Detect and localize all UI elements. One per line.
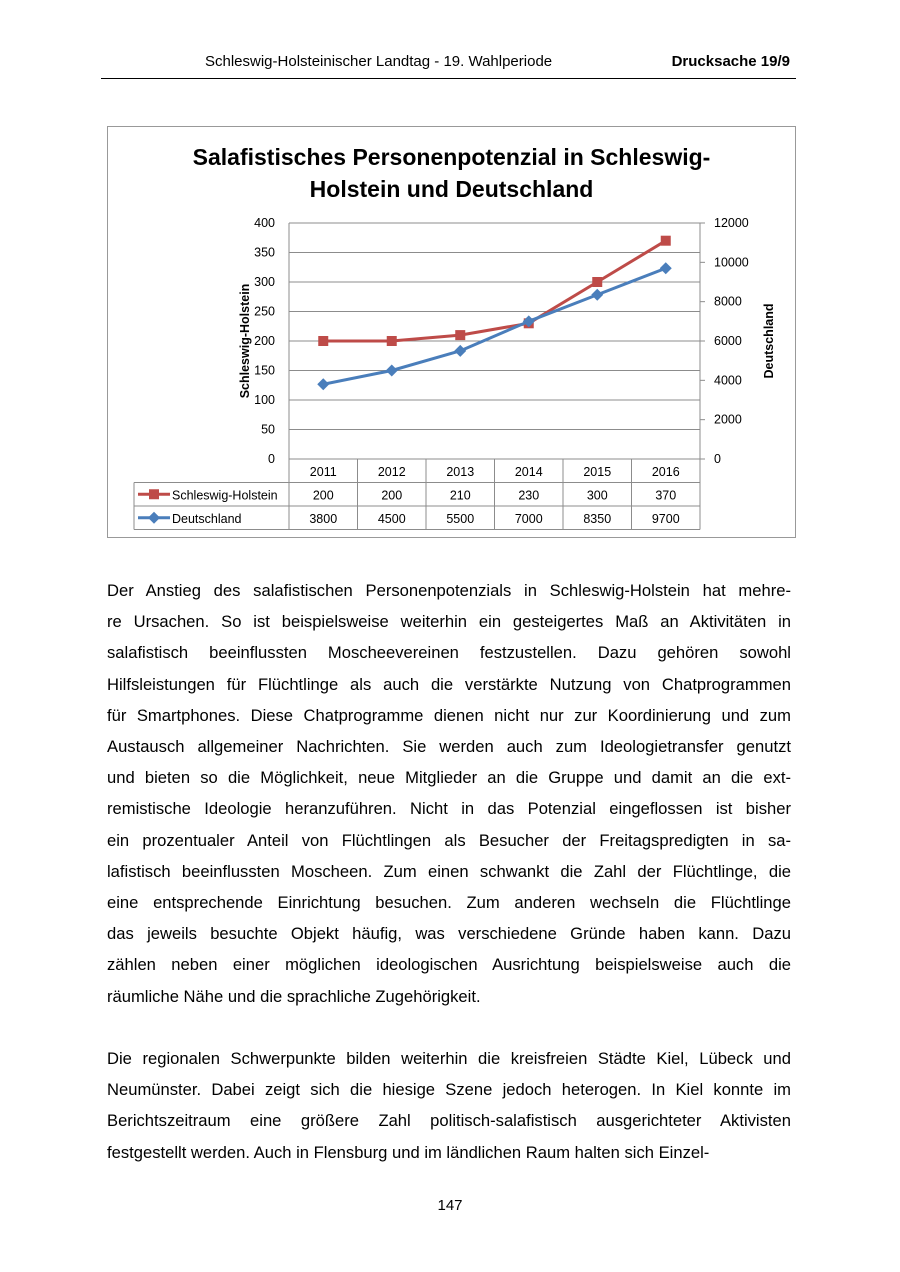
data-point-marker xyxy=(454,345,466,357)
text-line: ein prozentualer Anteil von Flüchtlingen als Besucher der Freitagspredigten in sa- xyxy=(107,830,791,850)
text-line: remistische Ideologie heranzuführen. Nicht in das Potenzial eingeflossen ist bisher xyxy=(107,799,791,819)
y-tick-label-left: 100 xyxy=(254,393,275,407)
data-point-marker xyxy=(661,236,671,246)
text-line: eine entsprechende Einrichtung besuchen. Zum anderen wechseln die Flüchtlinge xyxy=(107,893,791,913)
text-line: Hilfsleistungen für Flüchtlinge als auch die verstärkte Nutzung von Chatprogrammen xyxy=(107,674,791,694)
table-value: 210 xyxy=(449,488,471,503)
x-category-label: 2012 xyxy=(377,464,406,479)
y-tick-label-left: 200 xyxy=(254,334,275,348)
text-line: das jeweils besuchte Objekt häufig, was verschiedene Gründe haben kann. Dazu xyxy=(107,924,791,944)
body-paragraph-1 xyxy=(107,575,791,1012)
data-point-marker xyxy=(592,277,602,287)
data-point-marker xyxy=(591,289,603,301)
table-value: 300 xyxy=(586,488,608,503)
text-line: Die regionalen Schwerpunkte bilden weiterhin die kreisfreien Städte Kiel, Lübeck und xyxy=(107,1049,791,1068)
text-line: Austausch allgemeiner Nachrichten. Sie werden auch zum Ideologietransfer genutzt xyxy=(107,737,791,757)
y-tick-label-left: 50 xyxy=(261,422,275,437)
header-title: Schleswig-Holsteinischer Landtag - 19. Wahlperiode xyxy=(205,53,553,70)
text-line: Neumünster. Dabei zeigt sich die hiesige Szene jedoch heterogen. In Kiel konnte im xyxy=(107,1080,791,1100)
data-point-marker xyxy=(660,262,672,274)
series-line-deutschland xyxy=(323,268,666,384)
document-number: Drucksache 19/9 xyxy=(671,53,790,70)
legend-marker xyxy=(149,489,159,499)
text-line: räumliche Nähe und die sprachliche Zugehörigkeit. xyxy=(107,986,481,1006)
table-value: 7000 xyxy=(514,511,543,526)
chart-container xyxy=(107,126,796,538)
y-tick-label-right: 4000 xyxy=(714,373,742,388)
chart-title: Holstein und Deutschland xyxy=(309,176,594,202)
body-paragraph-2 xyxy=(107,1043,791,1168)
table-value: 4500 xyxy=(377,511,406,526)
text-line: lafistisch beeinflussten Moscheen. Zum einen schwankt die Zahl der Flüchtlinge, die xyxy=(107,861,791,881)
table-value: 5500 xyxy=(446,511,475,526)
text-line: Der Anstieg des salafistischen Personenpotenzials in Schleswig-Holstein hat mehre- xyxy=(107,581,791,600)
y-tick-label-right: 6000 xyxy=(714,334,742,348)
text-line: für Smartphones. Diese Chatprogramme dienen nicht nur zur Koordinierung und zum xyxy=(107,705,791,725)
data-point-marker xyxy=(387,336,397,346)
page-header xyxy=(101,50,796,79)
y-tick-label-left: 250 xyxy=(254,304,275,319)
y-tick-label-left: 400 xyxy=(254,216,275,230)
table-value: 8350 xyxy=(583,511,612,526)
legend-label: Schleswig-Holstein xyxy=(172,488,278,503)
text-line: re Ursachen. So ist beispielsweise weiterhin ein gesteigertes Maß an Aktivitäten in xyxy=(107,612,791,632)
y-tick-label-left: 300 xyxy=(254,275,275,289)
page-number: 147 xyxy=(437,1197,463,1214)
legend-label: Deutschland xyxy=(172,511,242,526)
y-axis-title-left: Schleswig-Holstein xyxy=(238,283,252,399)
text-line: Berichtszeitraum eine größere Zahl politisch-salafistisch ausgerichteter Aktivisten xyxy=(107,1111,791,1131)
text-line: salafistisch beeinflussten Moscheevereinen festzustellen. Dazu gehören sowohl xyxy=(107,643,791,663)
x-category-label: 2014 xyxy=(514,464,543,479)
table-value: 200 xyxy=(381,488,403,503)
x-category-label: 2011 xyxy=(309,464,337,479)
y-tick-label-right: 10000 xyxy=(714,255,749,270)
y-tick-label-left: 350 xyxy=(254,245,275,260)
line-chart xyxy=(108,127,795,537)
y-tick-label-left: 150 xyxy=(254,363,275,378)
table-value: 200 xyxy=(312,488,334,503)
y-tick-label-right: 8000 xyxy=(714,294,742,309)
y-tick-label-right: 12000 xyxy=(714,216,749,230)
data-point-marker xyxy=(455,330,465,340)
data-point-marker xyxy=(317,378,329,390)
y-tick-label-right: 0 xyxy=(714,452,721,466)
table-value: 230 xyxy=(518,488,540,503)
text-line: zählen neben einer möglichen ideologischen Ausrichtung beispielsweise auch die xyxy=(107,955,791,975)
x-category-label: 2013 xyxy=(446,464,475,479)
table-value: 9700 xyxy=(651,511,680,526)
data-point-marker xyxy=(386,365,398,377)
table-value: 370 xyxy=(655,488,677,503)
x-category-label: 2016 xyxy=(651,464,680,479)
chart-title: Salafistisches Personenpotenzial in Schleswig- xyxy=(192,144,711,170)
y-axis-title-right: Deutschland xyxy=(762,303,776,379)
y-tick-label-left: 0 xyxy=(268,452,275,466)
data-point-marker xyxy=(318,336,328,346)
x-category-label: 2015 xyxy=(583,464,612,479)
text-line: festgestellt werden. Auch in Flensburg und im ländlichen Raum halten sich Einzel- xyxy=(107,1142,710,1162)
series-line-schleswig-holstein xyxy=(323,241,666,341)
y-tick-label-right: 2000 xyxy=(714,412,742,427)
legend-marker xyxy=(148,512,160,524)
table-value: 3800 xyxy=(309,511,338,526)
text-line: und bieten so die Möglichkeit, neue Mitglieder an die Gruppe und damit an die ext- xyxy=(107,768,791,788)
